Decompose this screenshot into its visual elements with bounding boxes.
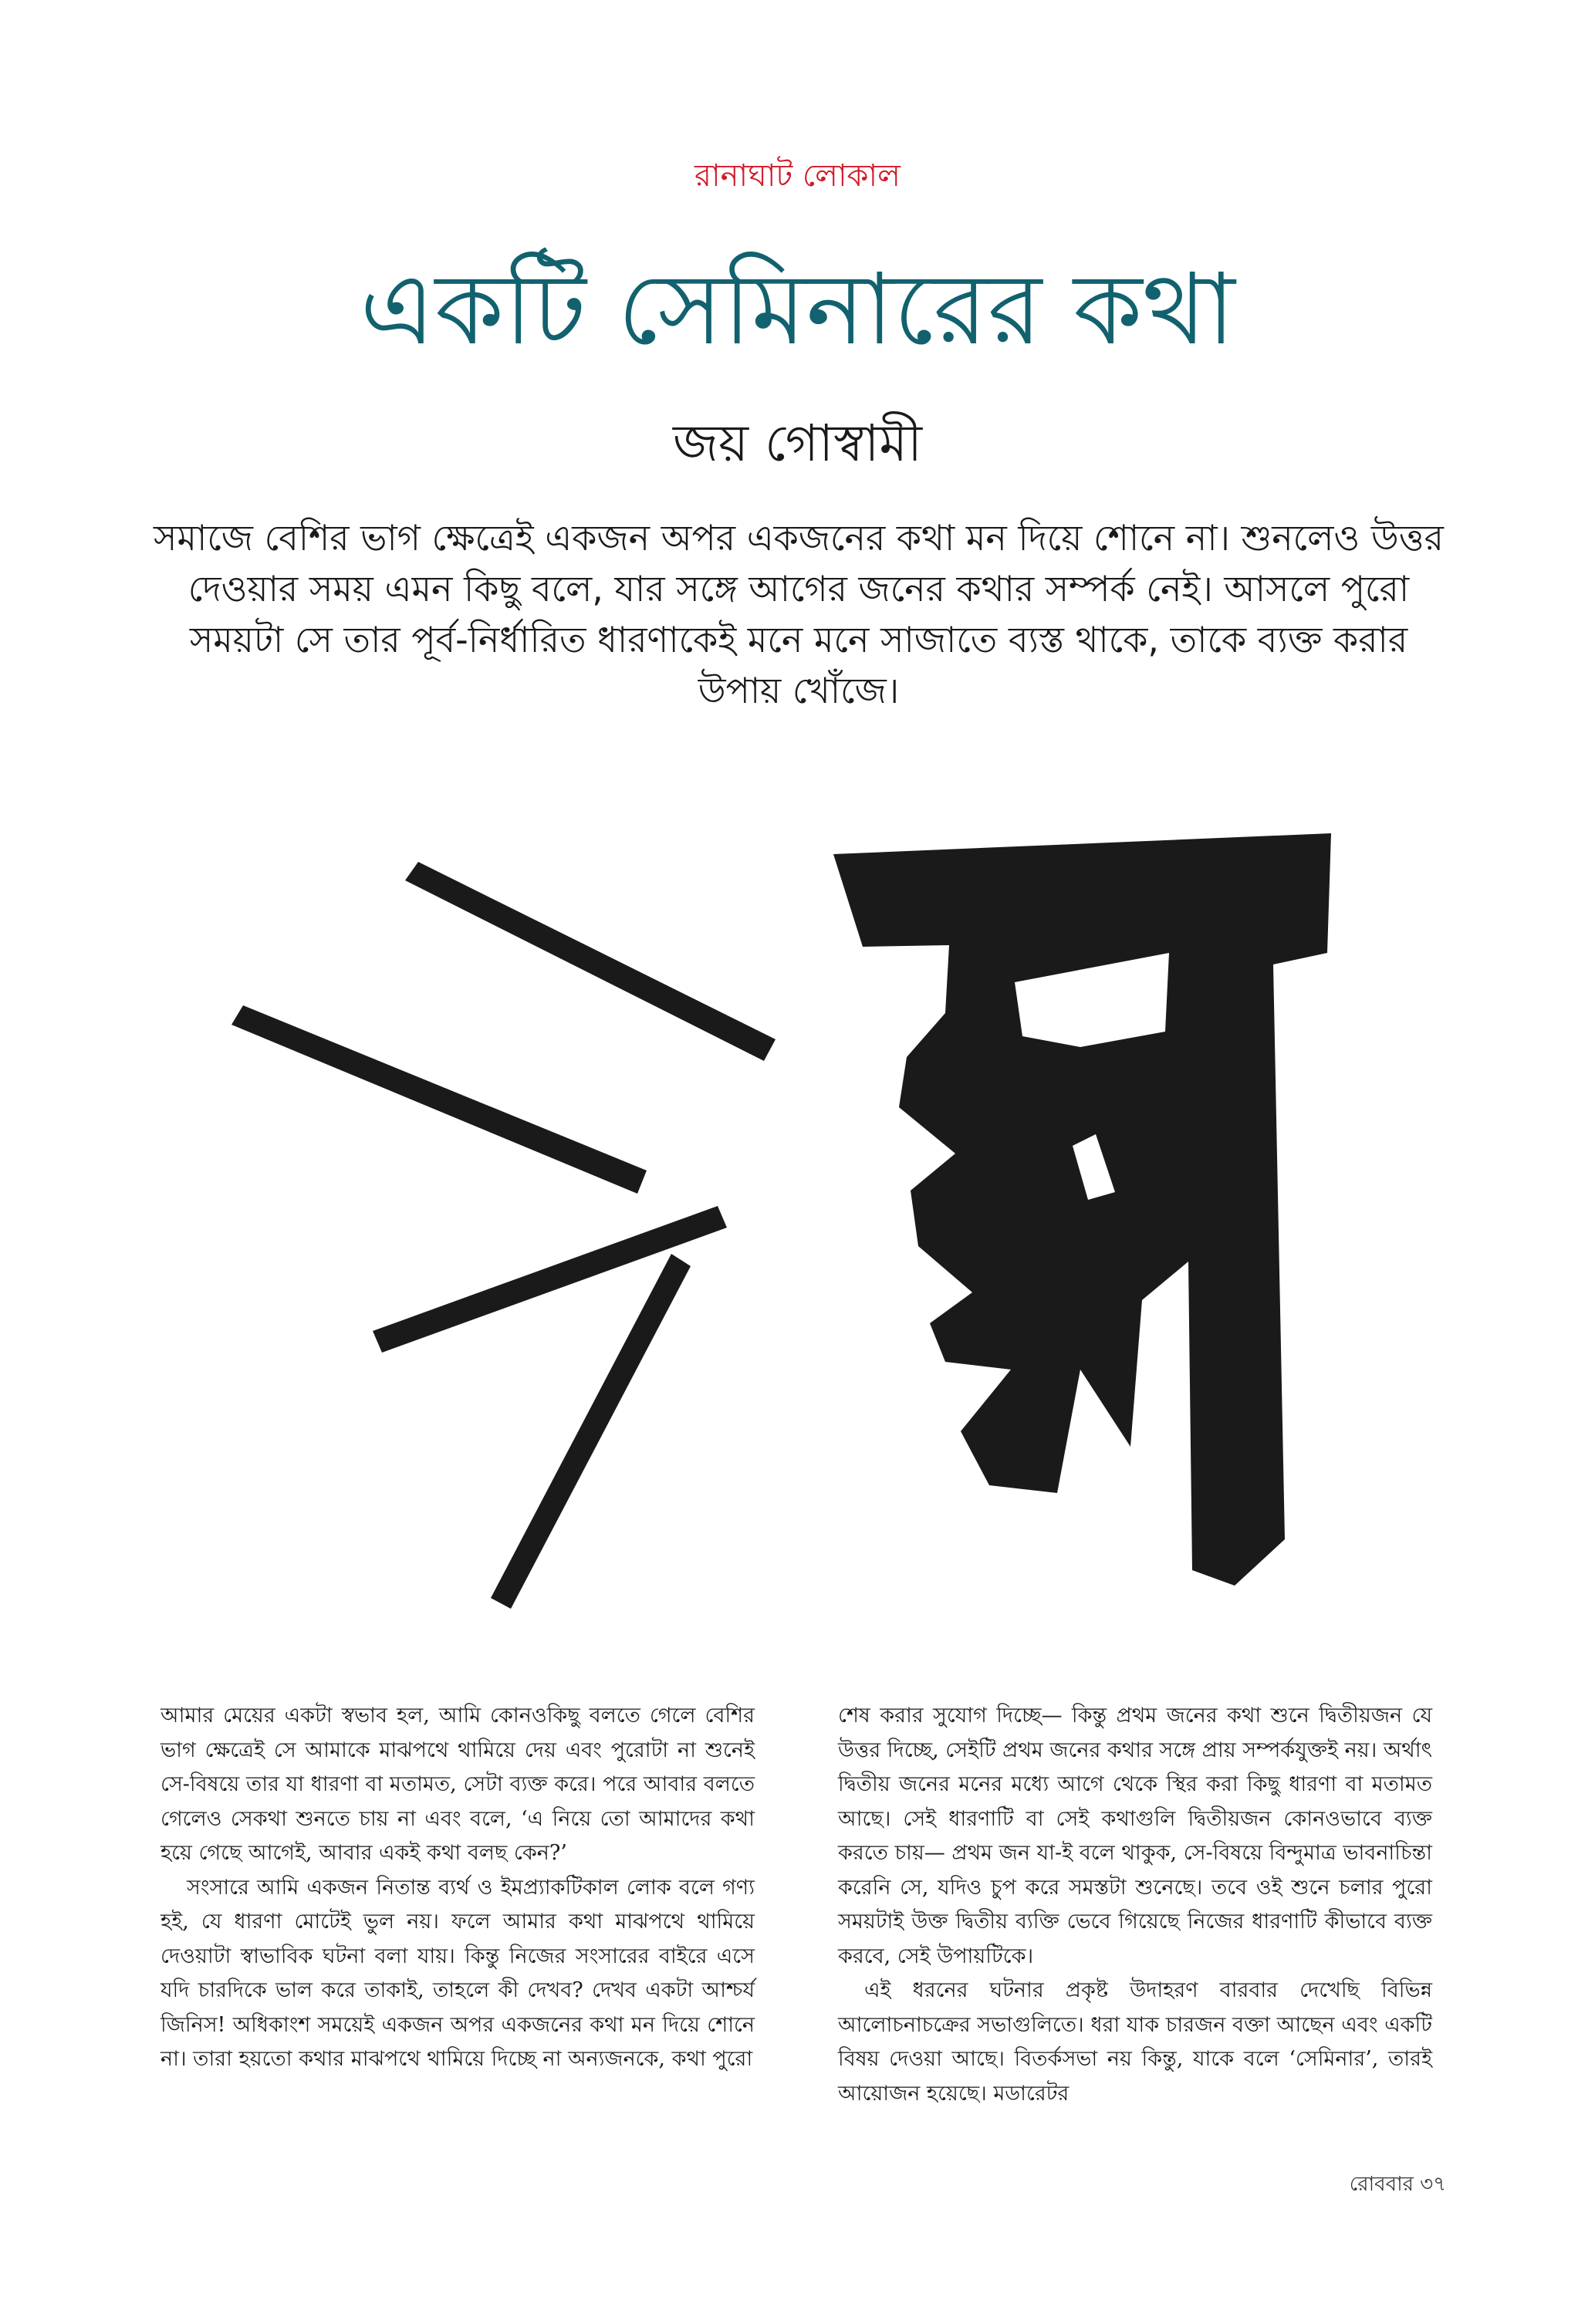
- article-title: একটি সেমিনারের কথা: [360, 252, 1235, 367]
- sound-ray-2: [231, 1005, 647, 1194]
- shouting-face-illustration: [208, 829, 1381, 1616]
- sound-ray-4: [491, 1254, 691, 1609]
- body-paragraph: আমার মেয়ের একটা স্বভাব হল, আমি কোনওকিছু বলতে গেলে বেশির ভাগ ক্ষেত্রেই সে আমাকে মাঝপথে থামিয়ে দেয় এবং পুরোটা না শুনেই সে-বিষয়ে তার যা ধারণা বা মতামত, সেটা ব্যক্ত করে। পরে আবার বলতে গেলেও সেকথা শুনতে চায় না এবং বলে, ‘এ নিয়ে তো আমাদের কথা হয়ে গেছে আগেই, আবার একই কথা বলছ কেন?’: [161, 1704, 755, 1865]
- section-kicker: রানাঘাট লোকাল: [694, 158, 901, 194]
- article-author: জয় গোস্বামী: [673, 414, 922, 473]
- body-column-left: [161, 1699, 755, 2077]
- page-folio: রোববার ৩৭: [1349, 2173, 1446, 2196]
- body-paragraph: এই ধরনের ঘটনার প্রকৃষ্ট উদাহরণ বারবার দেখেছি বিভিন্ন আলোচনাচক্রের সভাগুলিতে। ধরা যাক চারজন বক্তা আছেন এবং একটি বিষয় দেওয়া আছে। বিতর্কসভা নয় কিন্তু, যাকে বলে ‘সেমিনার’, তারই আয়োজন হয়েছে। মডারেটর: [838, 1978, 1432, 2106]
- body-column-right: [838, 1699, 1432, 2111]
- article-standfirst: সমাজে বেশির ভাগ ক্ষেত্রেই একজন অপর একজনের কথা মন দিয়ে শোনে না। শুনলেও উত্তর দেওয়ার সময় এমন কিছু বলে, যার সঙ্গে আগের জনের কথার সম্পর্ক নেই। আসলে পুরো সময়টা সে তার পূর্ব-নির্ধারিত ধারণাকেই মনে মনে সাজাতে ব্যস্ত থাকে, তাকে ব্যক্ত করার উপায় খোঁজে।: [154, 517, 1444, 711]
- sound-ray-1: [405, 862, 776, 1061]
- body-paragraph: সংসারে আমি একজন নিতান্ত ব্যর্থ ও ইমপ্র্যাকটিকাল লোক বলে গণ্য হই, যে ধারণা মোটেই ভুল নয়। ফলে আমার কথা মাঝপথে থামিয়ে দেওয়াটা স্বাভাবিক ঘটনা বলা যায়। কিন্তু নিজের সংসারের বাইরে এসে যদি চারদিকে ভাল করে তাকাই, তাহলে কী দেখব? দেখব একটা আশ্চর্য জিনিস! অধিকাংশ সময়েই একজন অপর একজনের কথা মন দিয়ে শোনে না। তারা হয়তো কথার মাঝপথে থামিয়ে দিচ্ছে না অন্যজনকে, কথা পুরো: [161, 1875, 755, 2071]
- face-silhouette: [833, 833, 1331, 1586]
- body-paragraph: শেষ করার সুযোগ দিচ্ছে— কিন্তু প্রথম জনের কথা শুনে দ্বিতীয়জন যে উত্তর দিচ্ছে, সেইটি প্রথম জনের কথার সঙ্গে প্রায় সম্পর্কযুক্তই নয়। অর্থাৎ দ্বিতীয় জনের মনের মধ্যে আগে থেকে স্থির করা কিছু ধারণা বা মতামত আছে। সেই ধারণাটি বা সেই কথাগুলি দ্বিতীয়জন কোনওভাবে ব্যক্ত করতে চায়— প্রথম জন যা-ই বলে থাকুক, সে-বিষয়ে বিন্দুমাত্র ভাবনাচিন্তা করেনি সে, যদিও চুপ করে সমস্তটা শুনেছে। তবে ওই শুনে চলার পুরো সময়টাই উক্ত দ্বিতীয় ব্যক্তি ভেবে গিয়েছে নিজের ধারণাটি কীভাবে ব্যক্ত করবে, সেই উপায়টিকে।: [838, 1704, 1432, 1968]
